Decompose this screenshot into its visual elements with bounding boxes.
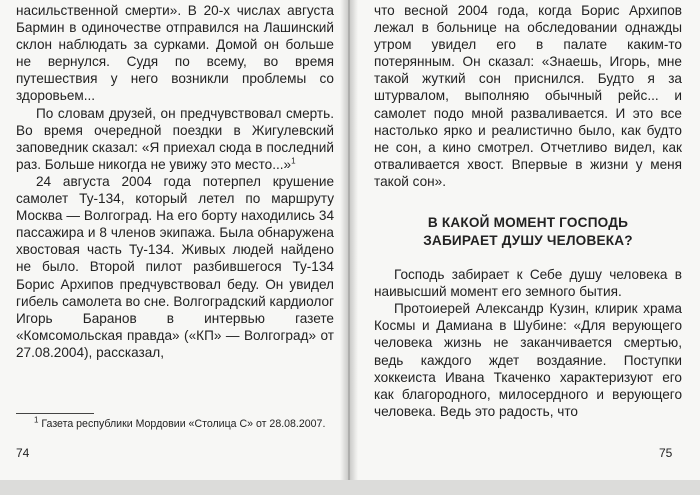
paragraph: что весной 2004 года, когда Борис Архипов лежал в больнице на обследовании однажды утром увидел его в палате каким-то потерянным. Он сказал: «Знаешь, Игорь, мне такой жуткий сон приснился. Будто я за штурвалом, выполняю обычный рейс... и самолет подо мной разваливается. И это все настолько ярко и реалистично было, как будто не сон, а кино смотрел. Отчетливо видел, как отваливается хвост. Впервые в жизни у меня такой сон». xyxy=(374,3,682,189)
paragraph: 24 августа 2004 года потерпел крушение самолет Ту-134, который летел по маршруту Москва — Волгоград. На его борту находились 34 пассажира и 8 членов экипажа. Была обнаружена хвостовая часть Ту-134. Живых людей найдено не было. Второй пилот разбившегося Ту-134 Борис Архипов предчувствовал беду. Он увидел гибель самолета во сне. Волгоградский кардиолог Игорь Баранов в интервью газете «Комсомольская правда» («КП» — Волгоград» от 27.08.2004), рассказал, xyxy=(16,173,334,360)
paragraph xyxy=(16,105,334,173)
left-page-text xyxy=(16,2,334,361)
footnote xyxy=(16,415,336,431)
section-heading-line: ЗАБИРАЕТ ДУШУ ЧЕЛОВЕКА? xyxy=(423,233,633,249)
paragraph-text: По словам друзей, он предчувствовал смерть. Во время очередной поездки в Жигулевский заповедник сказал: «Я приехал сюда в последний раз. Больше никогда не увижу это место...» xyxy=(16,105,334,172)
footnote-divider xyxy=(16,413,94,414)
paragraph: Господь забирает к Себе душу человека в наивысший момент его земного бытия. xyxy=(374,267,682,300)
footnote-text: Газета республики Мордовии «Столица С» от 28.08.2007. xyxy=(41,418,326,430)
footnote-mark: 1 xyxy=(34,415,39,425)
paragraph: насильственной смерти». В 20-х числах августа Бармин в одиночестве отправился на Лашинский склон наблюдать за сурками. Домой он больше не вернулся. Судя по всему, во время путешествия у него возникли проблемы со здоровьем... xyxy=(16,3,334,104)
page-number-right: 75 xyxy=(659,446,673,460)
paragraph: Протоиерей Александр Кузин, клирик храма Космы и Дамиана в Шубине: «Для верующего человека жизнь не заканчивается смертью, ведь каждого ждет воздаяние. Поступки хоккеиста Ивана Ткаченко характеризуют его как благородного, милосердного и верующего человека. Ведь это радость, что xyxy=(374,301,682,419)
section-heading-line: В КАКОЙ МОМЕНТ ГОСПОДЬ xyxy=(427,215,629,231)
section-heading xyxy=(374,214,682,250)
left-page xyxy=(0,0,348,495)
page-number-left: 74 xyxy=(16,446,30,460)
footnote-reference: 1 xyxy=(291,156,296,166)
book-gutter xyxy=(340,0,358,495)
page-bottom-edge xyxy=(0,480,700,495)
right-page-text xyxy=(374,2,682,420)
right-page xyxy=(350,0,700,495)
